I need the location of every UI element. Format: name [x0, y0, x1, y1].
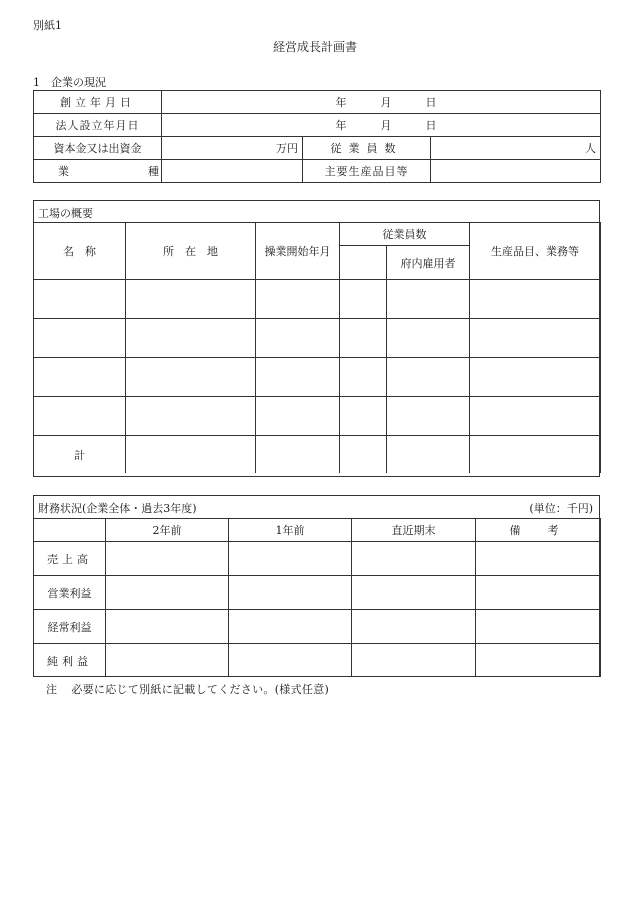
- col-prefecture-hires-header: 府内雇用者: [387, 246, 470, 280]
- factory-cell[interactable]: [256, 319, 340, 358]
- table-row: [34, 610, 601, 644]
- founding-date-label: 創立年月日: [34, 91, 162, 114]
- finance-unit: (単位：千円): [529, 502, 593, 515]
- table-row: [34, 280, 601, 319]
- factory-cell[interactable]: [256, 280, 340, 319]
- finance-cell[interactable]: [106, 542, 229, 576]
- factory-cell[interactable]: [256, 358, 340, 397]
- finance-col-header: 備 考: [476, 519, 601, 542]
- finance-table: [33, 518, 601, 677]
- finance-cell[interactable]: [476, 542, 601, 576]
- factory-heading: 工場の概要: [38, 207, 93, 220]
- factory-cell[interactable]: [126, 397, 256, 436]
- factory-cell[interactable]: [34, 280, 126, 319]
- footnote: [46, 681, 329, 697]
- finance-col-header: 1年前: [229, 519, 352, 542]
- table-row: [34, 436, 601, 474]
- footnote-text: 必要に応じて別紙に記載してください。(様式任意): [71, 683, 330, 696]
- finance-cell[interactable]: [476, 576, 601, 610]
- finance-cell[interactable]: [352, 644, 476, 678]
- total-label: 計: [34, 436, 126, 474]
- document-label: 別紙1: [33, 19, 62, 32]
- factory-cell[interactable]: [126, 319, 256, 358]
- finance-heading: 財務状況(企業全体・過去3年度): [38, 502, 197, 515]
- finance-row-label: 純利益: [34, 644, 106, 678]
- table-row: [34, 160, 601, 183]
- col-name-header: 名 称: [34, 223, 126, 280]
- finance-cell[interactable]: [476, 610, 601, 644]
- main-products-field[interactable]: [431, 160, 601, 183]
- month-unit: 月: [380, 119, 392, 132]
- col-products-header: 生産品目、業務等: [470, 223, 601, 280]
- employees-field[interactable]: [431, 137, 601, 160]
- factory-cell[interactable]: [340, 436, 387, 474]
- table-row: [34, 397, 601, 436]
- finance-col-header: 2年前: [106, 519, 229, 542]
- finance-cell[interactable]: [352, 542, 476, 576]
- document-title: 経営成長計画書: [272, 40, 357, 54]
- factory-cell[interactable]: [387, 436, 470, 474]
- company-status-table: [33, 90, 601, 183]
- footnote-prefix: 注: [46, 683, 58, 696]
- factory-cell[interactable]: [387, 319, 470, 358]
- incorporation-date-field[interactable]: [162, 114, 601, 137]
- table-row: [34, 91, 601, 114]
- finance-box: [33, 495, 600, 677]
- factory-cell[interactable]: [340, 319, 387, 358]
- factory-cell[interactable]: [34, 358, 126, 397]
- table-row: [34, 114, 601, 137]
- factory-cell[interactable]: [470, 319, 601, 358]
- table-row: [34, 223, 601, 246]
- finance-cell[interactable]: [106, 644, 229, 678]
- finance-row-label: 営業利益: [34, 576, 106, 610]
- factory-cell[interactable]: [470, 280, 601, 319]
- factory-cell[interactable]: [34, 397, 126, 436]
- factory-cell[interactable]: [34, 319, 126, 358]
- table-row: [34, 137, 601, 160]
- factory-cell[interactable]: [256, 397, 340, 436]
- day-unit: 日: [425, 96, 437, 109]
- factory-cell[interactable]: [126, 436, 256, 474]
- finance-cell[interactable]: [229, 576, 352, 610]
- year-unit: 年: [335, 119, 347, 132]
- col-location-header: 所 在 地: [126, 223, 256, 280]
- finance-cell[interactable]: [106, 610, 229, 644]
- employees-label: 従業員数: [303, 137, 431, 160]
- finance-row-label: 経常利益: [34, 610, 106, 644]
- section1-heading: 1 企業の現況: [33, 76, 106, 89]
- year-unit: 年: [335, 96, 347, 109]
- founding-date-field[interactable]: [162, 91, 601, 114]
- finance-cell[interactable]: [352, 576, 476, 610]
- table-row: [34, 358, 601, 397]
- factory-cell[interactable]: [340, 397, 387, 436]
- month-unit: 月: [380, 96, 392, 109]
- finance-cell[interactable]: [229, 644, 352, 678]
- factory-cell[interactable]: [387, 397, 470, 436]
- factory-table: [33, 222, 601, 473]
- table-row: [34, 542, 601, 576]
- finance-cell[interactable]: [229, 542, 352, 576]
- main-products-label: 主要生産品目等: [303, 160, 431, 183]
- factory-cell[interactable]: [340, 358, 387, 397]
- table-row: [34, 644, 601, 678]
- table-row: [34, 519, 601, 542]
- factory-cell[interactable]: [387, 358, 470, 397]
- col-employees-header: 従業員数: [340, 223, 470, 246]
- finance-cell[interactable]: [352, 610, 476, 644]
- capital-label: 資本金又は出資金: [34, 137, 162, 160]
- finance-cell[interactable]: [106, 576, 229, 610]
- factory-cell[interactable]: [256, 436, 340, 474]
- table-row: [34, 576, 601, 610]
- capital-field[interactable]: [162, 137, 303, 160]
- finance-cell[interactable]: [476, 644, 601, 678]
- factory-cell[interactable]: [126, 280, 256, 319]
- factory-cell[interactable]: [470, 358, 601, 397]
- day-unit: 日: [425, 119, 437, 132]
- industry-label: 業 種: [34, 160, 162, 183]
- table-row: [34, 319, 601, 358]
- finance-row-label: 売上高: [34, 542, 106, 576]
- incorporation-date-label: 法人設立年月日: [34, 114, 162, 137]
- finance-corner-cell: [34, 519, 106, 542]
- capital-unit: 万円: [276, 142, 298, 155]
- factory-cell[interactable]: [387, 280, 470, 319]
- employees-unit: 人: [585, 142, 596, 155]
- factory-cell[interactable]: [470, 436, 601, 474]
- finance-cell[interactable]: [229, 610, 352, 644]
- factory-cell[interactable]: [340, 280, 387, 319]
- factory-cell[interactable]: [470, 397, 601, 436]
- finance-col-header: 直近期末: [352, 519, 476, 542]
- factory-cell[interactable]: [126, 358, 256, 397]
- factory-overview-box: [33, 200, 600, 477]
- col-start-header: 操業開始年月: [256, 223, 340, 280]
